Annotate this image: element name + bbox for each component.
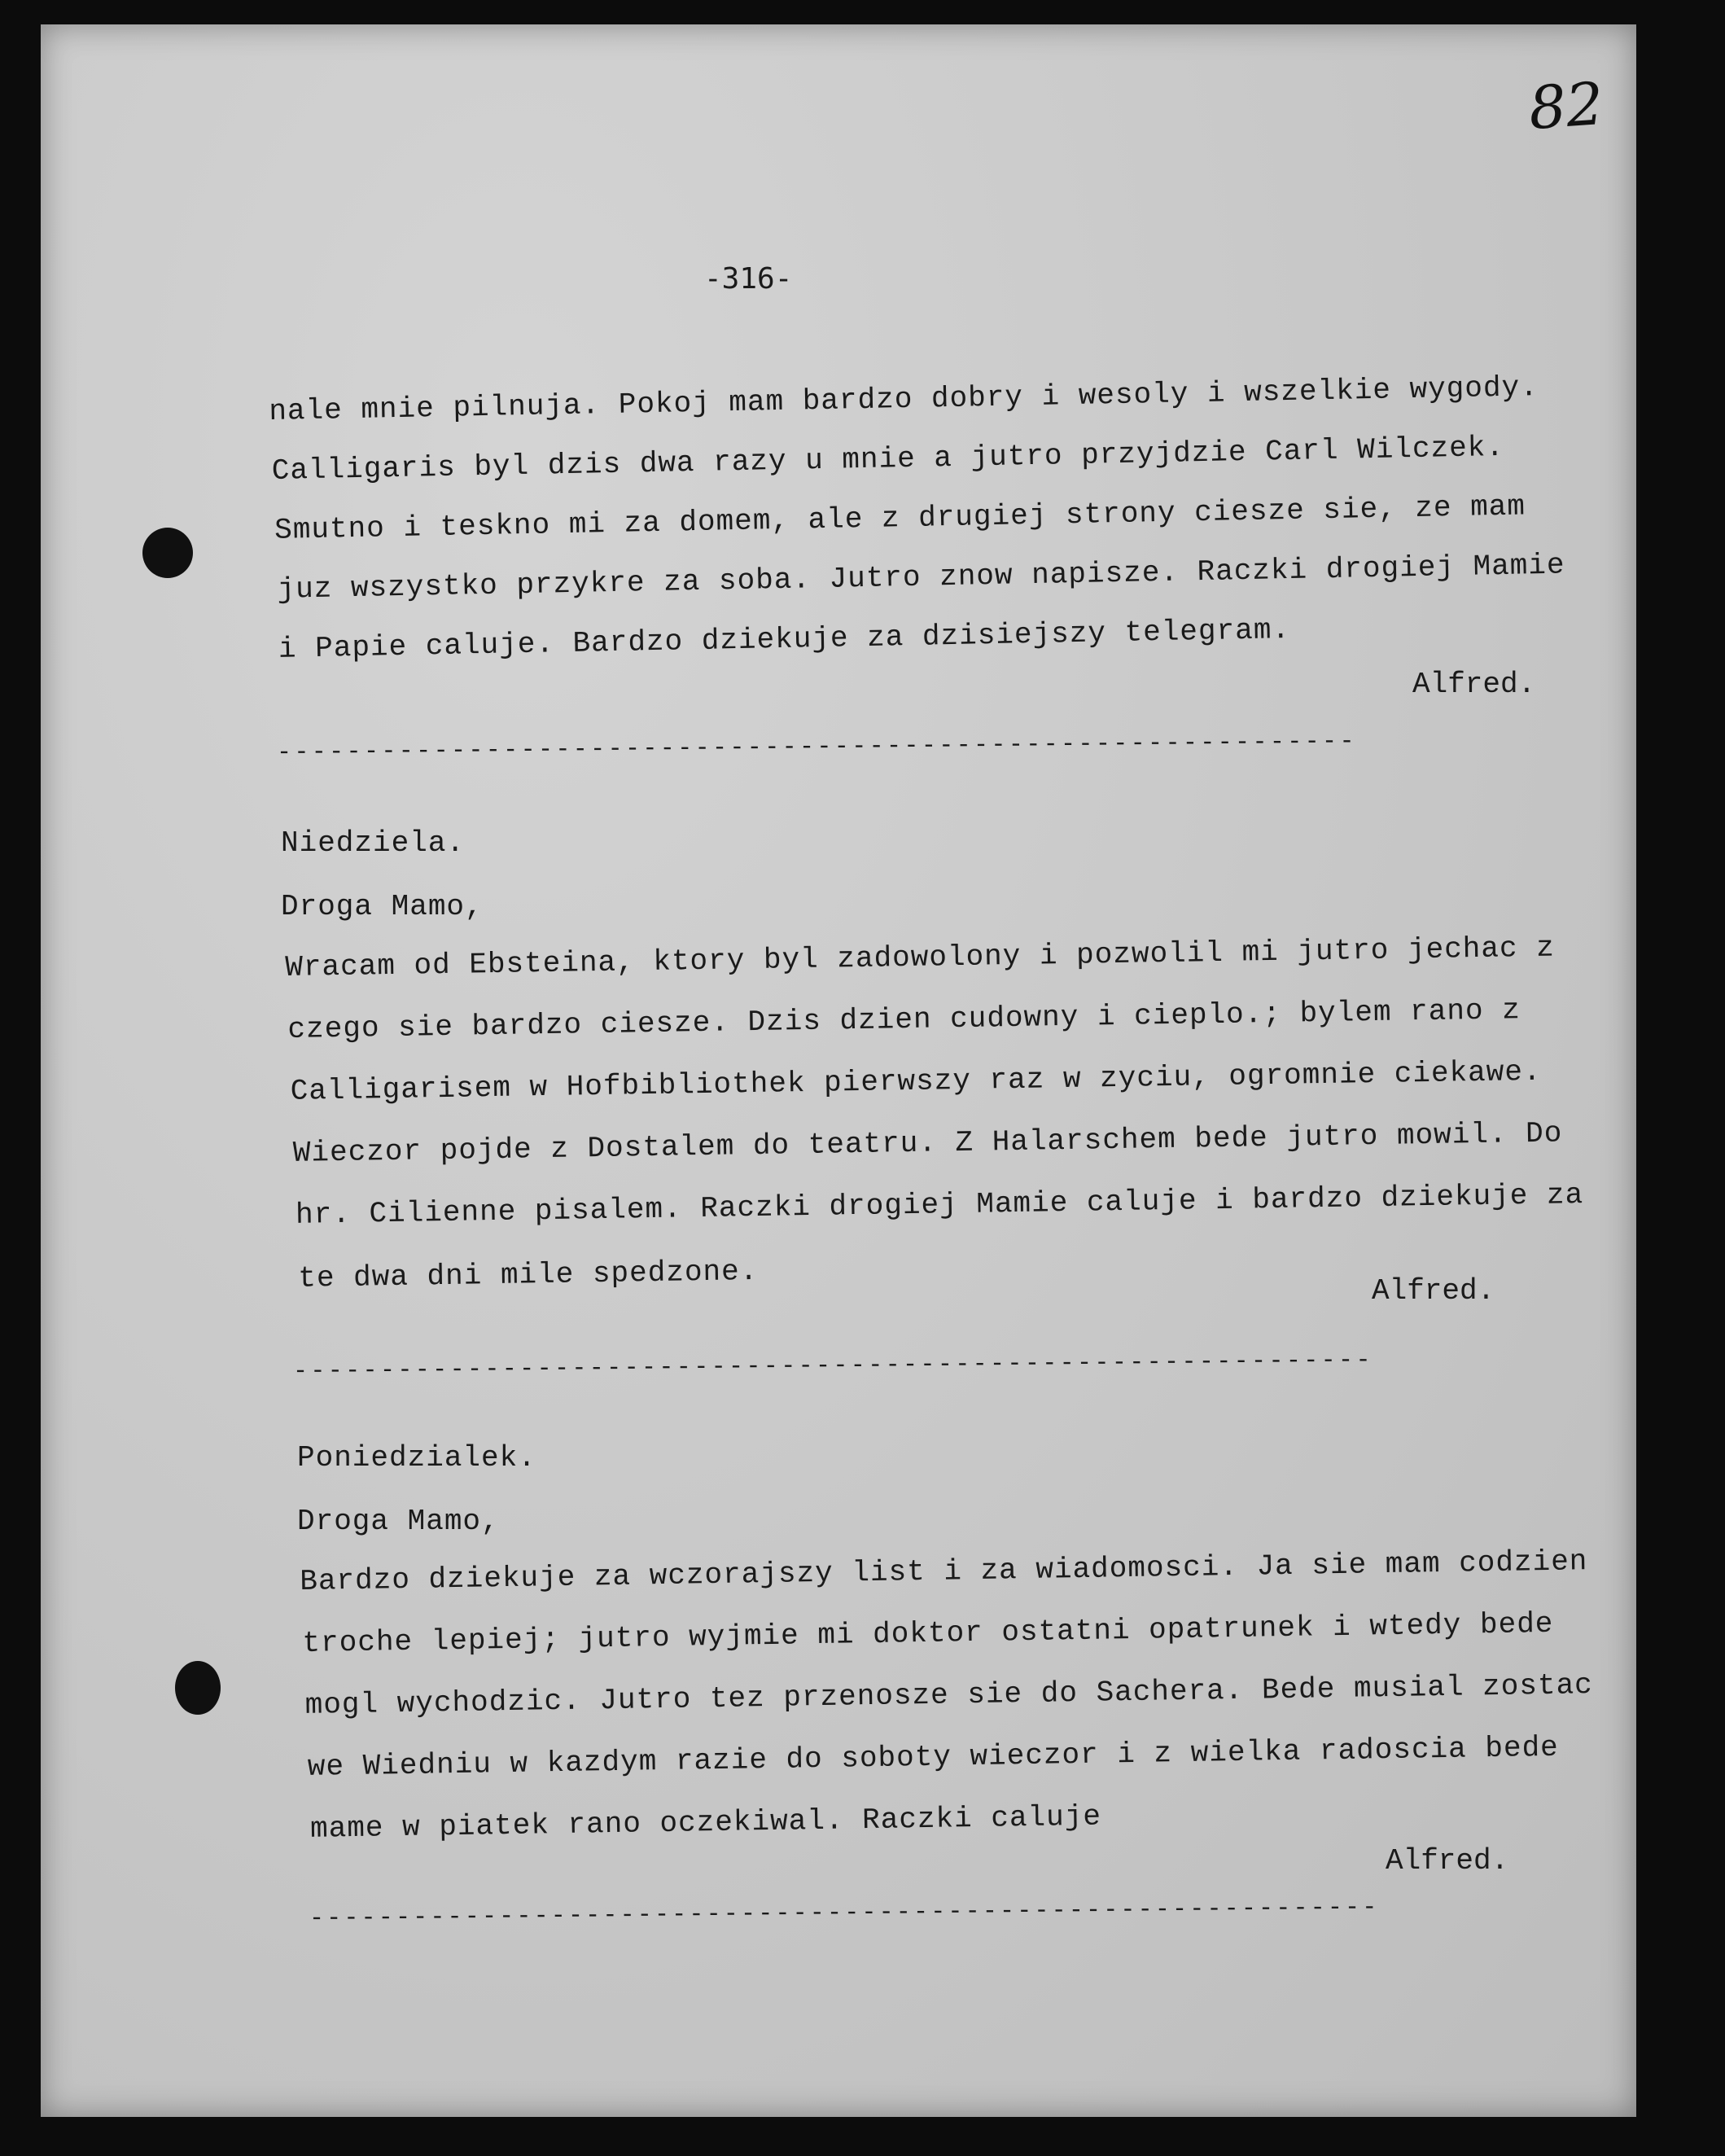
letter-3-line: Bardzo dziekuje za wczorajszy list i za wiadomosci. Ja sie mam codzien [300,1545,1588,1598]
letter-3-line: we Wiedniu w kazdym razie do soboty wieczor i z wielka radoscia bede [307,1730,1560,1784]
letter-3-line: troche lepiej; jutro wyjmie mi doktor ostatni opatrunek i wtedy bede [302,1606,1554,1660]
letter-2-signature: Alfred. [1372,1274,1495,1308]
letter-1-line: juz wszystko przykre za soba. Jutro znow napisze. Raczki drogiej Mamie [277,548,1565,607]
separator-2: -------------------------------------------------------------- [292,1347,1374,1386]
letter-1-line: Smutno i teskno mi za domem, ale z drugiej strony ciesze sie, ze mam [274,489,1526,547]
letter-3-day: Poniedzialek. [297,1441,536,1475]
letter-1-line: nale mnie pilnuja. Pokoj mam bardzo dobry i wesoly i wszelkie wygody. [269,370,1539,428]
letter-1-line: Calligaris byl dzis dwa razy u mnie a jutro przyjdzie Carl Wilczek. [271,430,1505,488]
letter-2-line: te dwa dni mile spedzone. [297,1254,759,1295]
separator-3: -------------------------------------------------------------- [309,1894,1380,1933]
letter-3-line: mogl wychodzic. Jutro tez przenosze sie do Sachera. Bede musial zostac [304,1668,1594,1722]
letter-1-line: i Papie caluje. Bardzo dziekuje za dzisiejszy telegram. [278,612,1291,666]
letter-2-line: hr. Cilienne pisalem. Raczki drogiej Mamie caluje i bardzo dziekuje za [295,1177,1584,1232]
punch-hole-top [142,528,193,578]
folio-number: 82 [1526,68,1606,143]
letter-3-salutation: Droga Mamo, [297,1505,500,1538]
letter-2-line: Wracam od Ebsteina, ktory byl zadowolony i pozwolil mi jutro jechac z [285,931,1556,984]
letter-3-line: mame w piatek rano oczekiwal. Raczki caluje [309,1799,1102,1846]
letter-1-signature: Alfred. [1412,668,1536,701]
punch-hole-bottom [175,1661,221,1715]
separator-1: -------------------------------------------------------------- [276,728,1358,767]
document-sheet [41,24,1636,2117]
letter-3-signature: Alfred. [1386,1844,1509,1878]
letter-2-day: Niedziela. [281,826,466,860]
letter-2-salutation: Droga Mamo, [281,890,484,923]
letter-2-line: Wieczor pojde z Dostalem do teatru. Z Halarschem bede jutro mowil. Do [292,1116,1563,1170]
page-number: -316- [704,262,793,296]
letter-2-line: czego sie bardzo ciesze. Dzis dzien cudowny i cieplo.; bylem rano z [287,993,1521,1046]
letter-2-line: Calligarisem w Hofbibliothek pierwszy raz w zyciu, ogromnie ciekawe. [290,1054,1542,1108]
